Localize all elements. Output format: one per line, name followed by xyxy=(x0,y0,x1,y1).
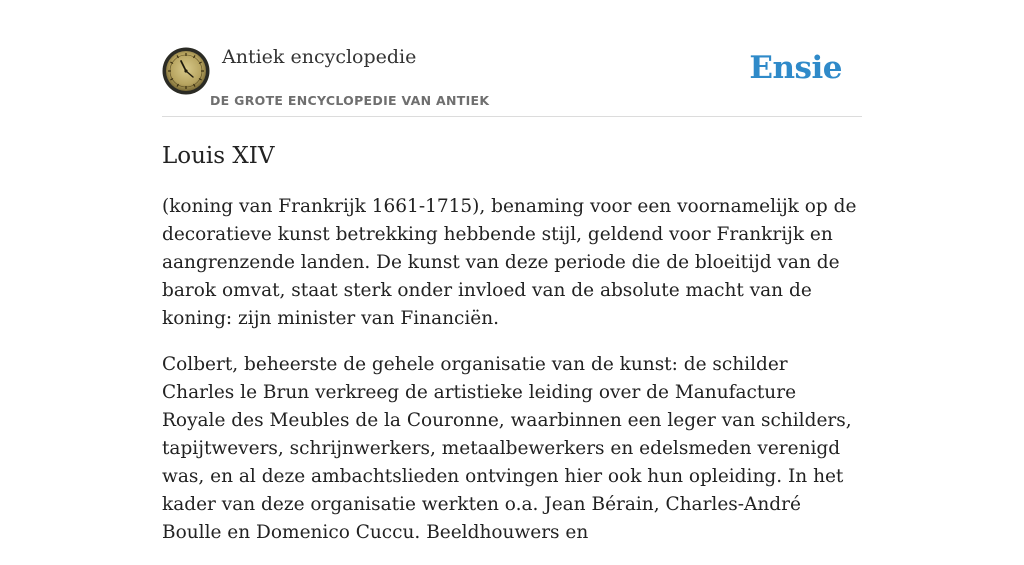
site-name[interactable]: Antiek encyclopedie xyxy=(222,46,417,68)
article-title: Louis XIV xyxy=(162,143,275,169)
page xyxy=(162,0,862,565)
clock-icon[interactable] xyxy=(162,47,210,95)
article-body xyxy=(162,193,862,547)
brand-logo-link[interactable]: Ensie xyxy=(749,50,842,86)
site-tagline: DE GROTE ENCYCLOPEDIE VAN ANTIEK xyxy=(210,93,490,108)
site-header xyxy=(162,0,862,117)
article-paragraph: Colbert, beheerste de gehele organisatie van de kunst: de schilder Charles le Brun verkreeg de artistieke leiding over de Manufacture Royale des Meubles de la Couronne, waarbinnen een leger van schilders, tapijtwevers, schrijnwerkers, metaalbewerkers en edelsmeden verenigd was, en al deze ambachtslieden ontvingen hier ook hun opleiding. In het kader van deze organisatie werkten o.a. Jean Bérain, Charles-André Boulle en Domenico Cuccu. Beeldhouwers en xyxy=(162,354,852,543)
article xyxy=(162,141,862,547)
article-paragraph: (koning van Frankrijk 1661-1715), benaming voor een voornamelijk op de decoratieve kunst betrekking hebbende stijl, geldend voor Frankrijk en aangrenzende landen. De kunst van deze periode die de bloeitijd van de barok omvat, staat sterk onder invloed van de absolute macht van de koning: zijn minister van Financiën. xyxy=(162,196,857,329)
